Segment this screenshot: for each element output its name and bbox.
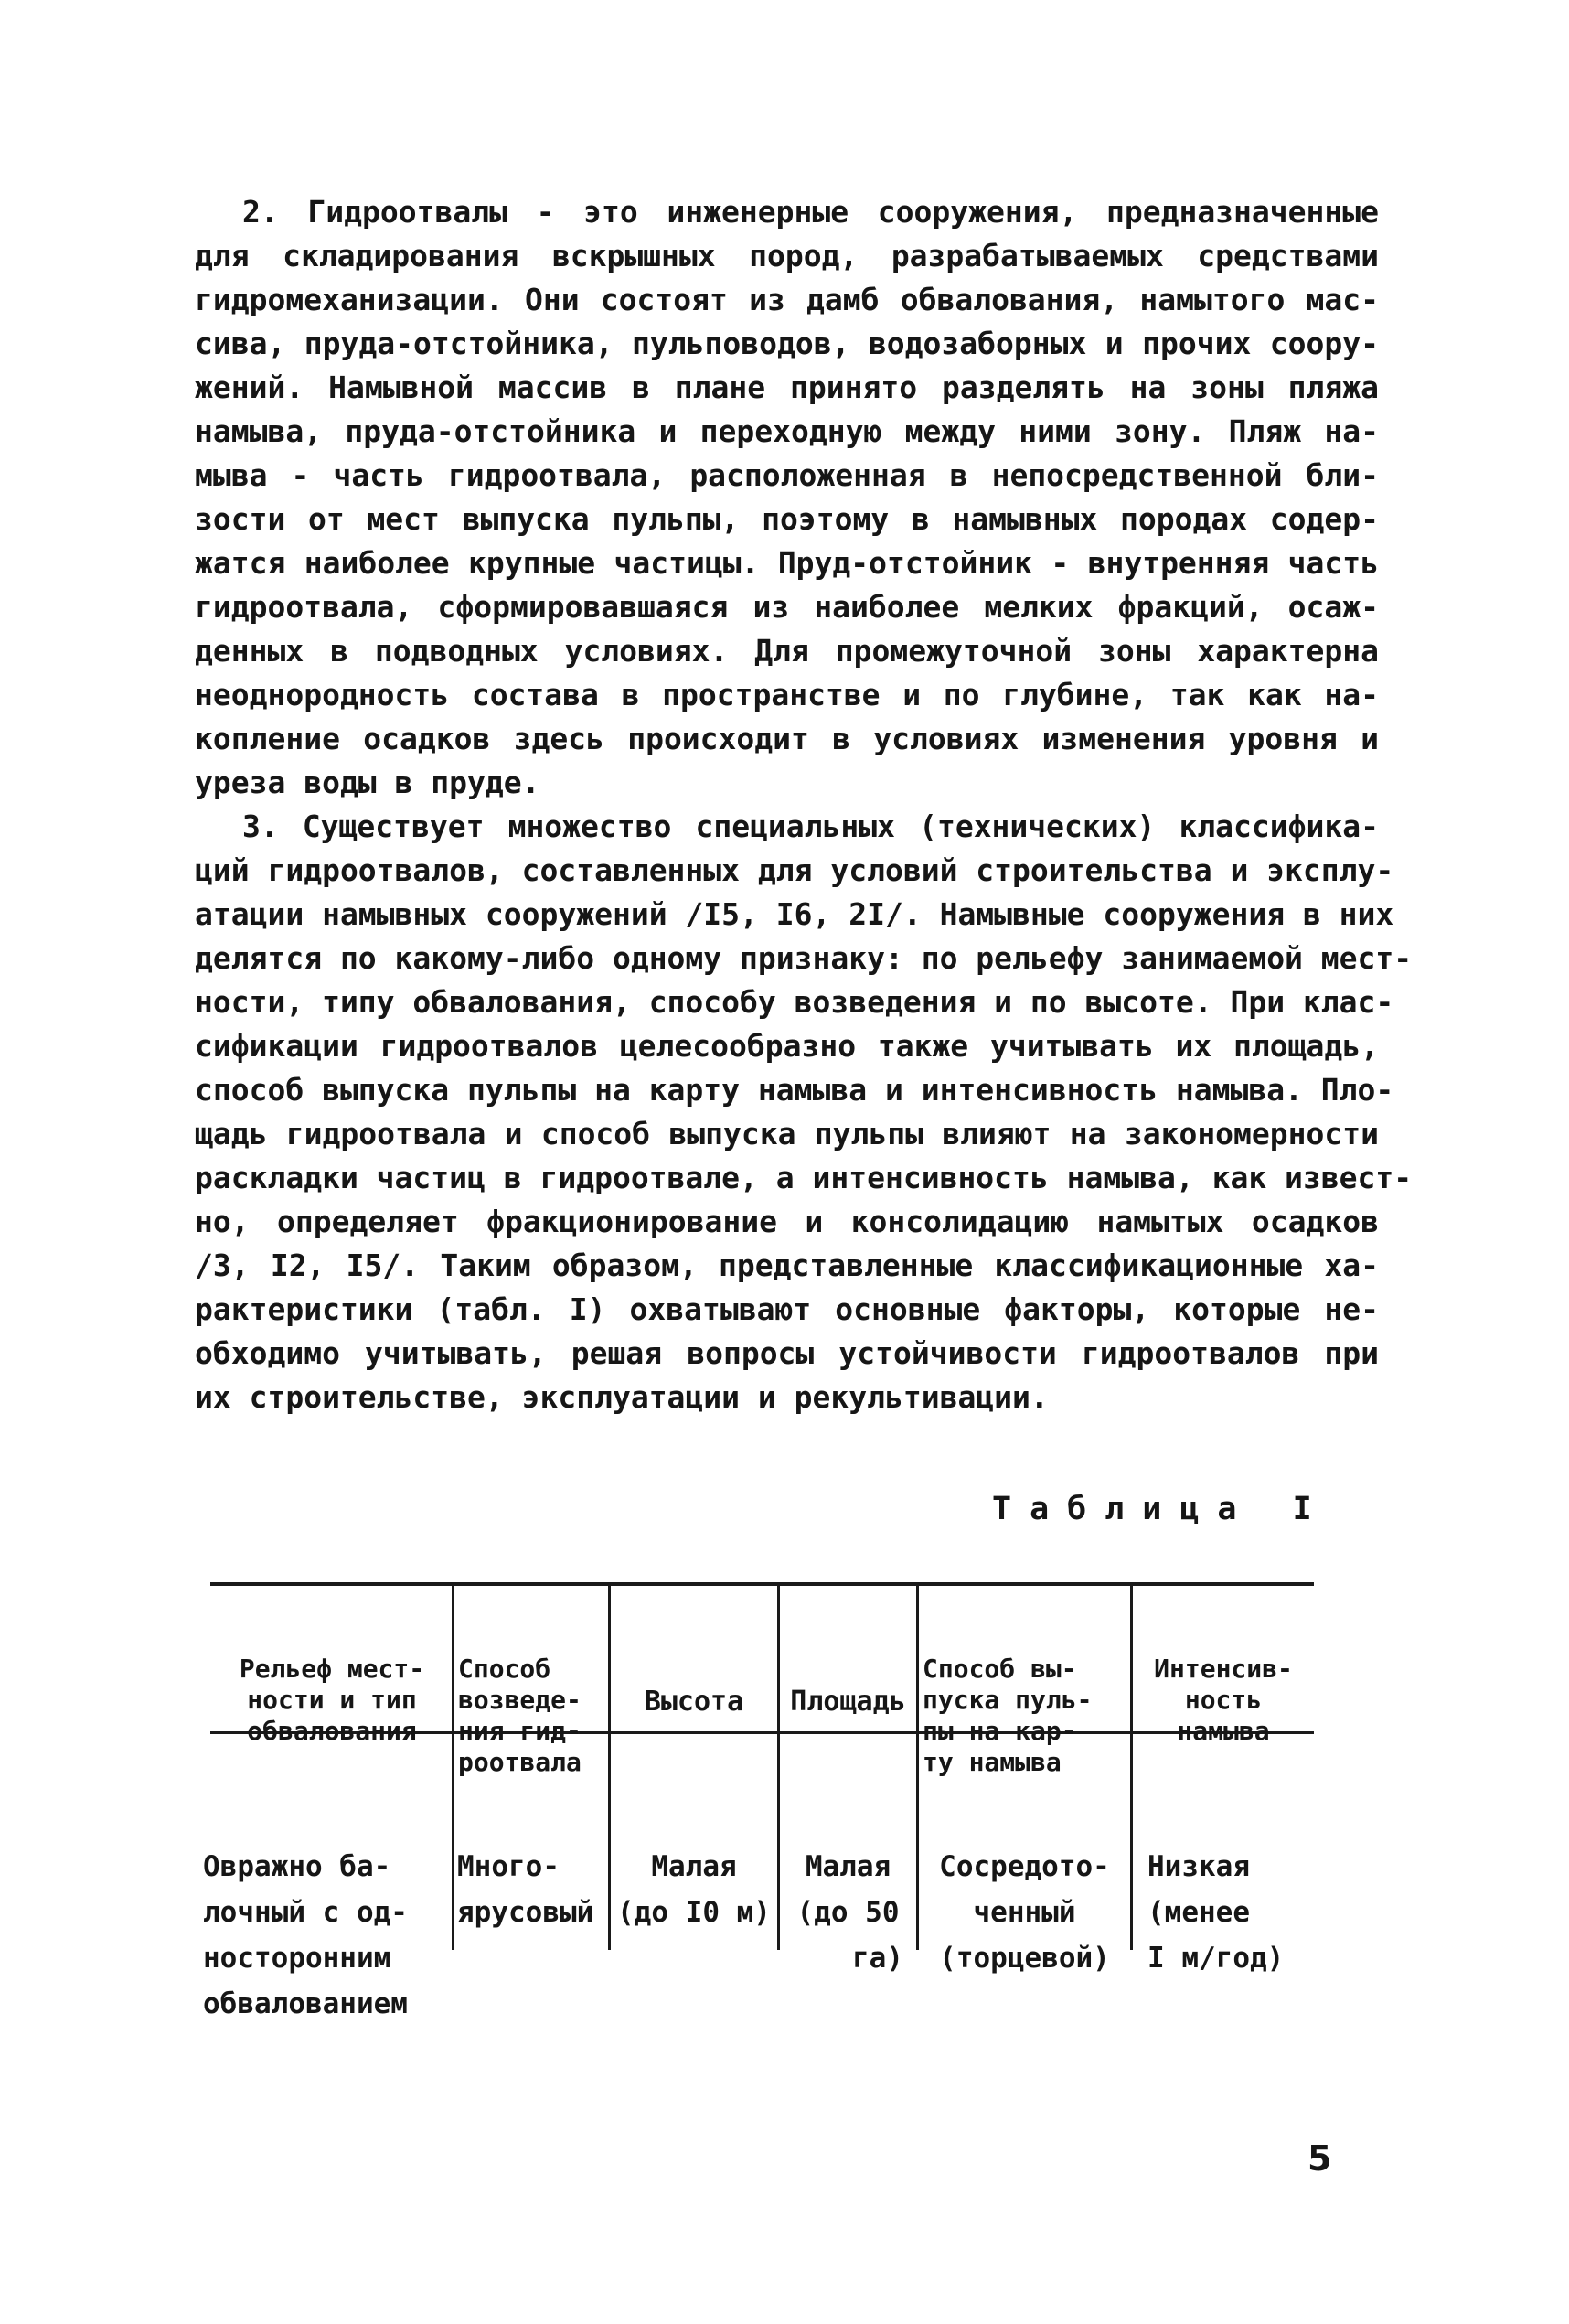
text-line: 3. Существует множество специальных (технических) классифика- — [242, 809, 1379, 844]
table-cell: Низкая (менее I м/год) — [1147, 1850, 1285, 1975]
table-header-cell: Рельеф мест- ности и тип обвалования — [239, 1654, 425, 1746]
page-number: 5 — [1308, 2138, 1332, 2179]
table-caption: Таблица I — [992, 1491, 1330, 1527]
text-line: гидромеханизации. Они состоят из дамб обвалования, намытого мас- — [195, 282, 1379, 317]
text-line: намыва, пруда-отстойника и переходную между ними зону. Пляж на- — [195, 413, 1379, 449]
text-line: для складирования вскрышных пород, разрабатываемых средствами — [195, 238, 1379, 273]
text-line: /3, I2, I5/. Таким образом, представленные классификационные ха- — [195, 1248, 1379, 1283]
text-line: атации намывных сооружений /I5, I6, 2I/. Намывные сооружения в них — [195, 896, 1394, 932]
table-cell: Сосредото- ченный (торцевой) — [939, 1850, 1110, 1975]
text-line: щадь гидроотвала и способ выпуска пульпы влияют на закономерности — [195, 1116, 1379, 1151]
text-line: их строительстве, эксплуатации и рекультивации. — [195, 1379, 1049, 1415]
text-line: мыва - часть гидроотвала, расположенная в непосредственной бли- — [195, 457, 1379, 493]
text-line: обходимо учитывать, решая вопросы устойчивости гидроотвалов при — [195, 1335, 1379, 1371]
table-cell: Малая (до 50 га) — [796, 1850, 903, 1975]
text-line: неоднородность состава в пространстве и по глубине, так как на- — [195, 677, 1379, 712]
table-cell: Овражно ба- лочный с од- носторонним обвалованием — [203, 1850, 408, 2020]
text-line: 2. Гидроотвалы - это инженерные сооружения, предназначенные — [242, 194, 1379, 230]
text-line: рактеристики (табл. I) охватывают основные факторы, которые не- — [195, 1291, 1379, 1327]
text-line: гидроотвала, сформировавшаяся из наиболее мелких фракций, осаж- — [195, 589, 1379, 625]
text-line: но, определяет фракционирование и консолидацию намытых осадков — [195, 1204, 1379, 1239]
text-line: ности, типу обвалования, способу возведения и по высоте. При клас- — [195, 984, 1394, 1020]
table-cell: Малая (до I0 м) — [617, 1850, 771, 1929]
text-line: жений. Намывной массив в плане принято разделять на зоны пляжа — [195, 369, 1379, 405]
table-header-cell: Способ вы- пуска пуль- пы на кар- ту намыва — [923, 1654, 1093, 1777]
text-line: уреза воды в пруде. — [195, 765, 540, 800]
table-header-cell: Интенсив- ность намыва — [1154, 1654, 1293, 1746]
table-header-cell: Способ возведе- ния гид- роотвала — [458, 1654, 582, 1777]
table-header-cell: Площадь — [790, 1686, 906, 1718]
table-cell: Много- ярусовый — [457, 1850, 594, 1929]
text-line: способ выпуска пульпы на карту намыва и интенсивность намыва. Пло- — [195, 1072, 1394, 1108]
text-line: делятся по какому-либо одному признаку: по рельефу занимаемой мест- — [195, 940, 1413, 976]
text-line: зости от мест выпуска пульпы, поэтому в намывных породах содер- — [195, 501, 1379, 537]
text-line: жатся наиболее крупные частицы. Пруд-отстойник - внутренняя часть — [195, 545, 1379, 581]
text-line: раскладки частиц в гидроотвале, а интенсивность намыва, как извест- — [195, 1160, 1413, 1195]
text-line: денных в подводных условиях. Для промежуточной зоны характерна — [195, 633, 1379, 669]
text-line: сива, пруда-отстойника, пульповодов, водозаборных и прочих соору- — [195, 326, 1379, 361]
text-line: копление осадков здесь происходит в условиях изменения уровня и — [195, 721, 1379, 756]
table-header-cell: Высота — [644, 1686, 744, 1718]
text-line: сификации гидроотвалов целесообразно также учитывать их площадь, — [195, 1028, 1379, 1064]
text-line: ций гидроотвалов, составленных для условий строительства и эксплу- — [195, 852, 1394, 888]
table-top-rule — [210, 1582, 1314, 1586]
